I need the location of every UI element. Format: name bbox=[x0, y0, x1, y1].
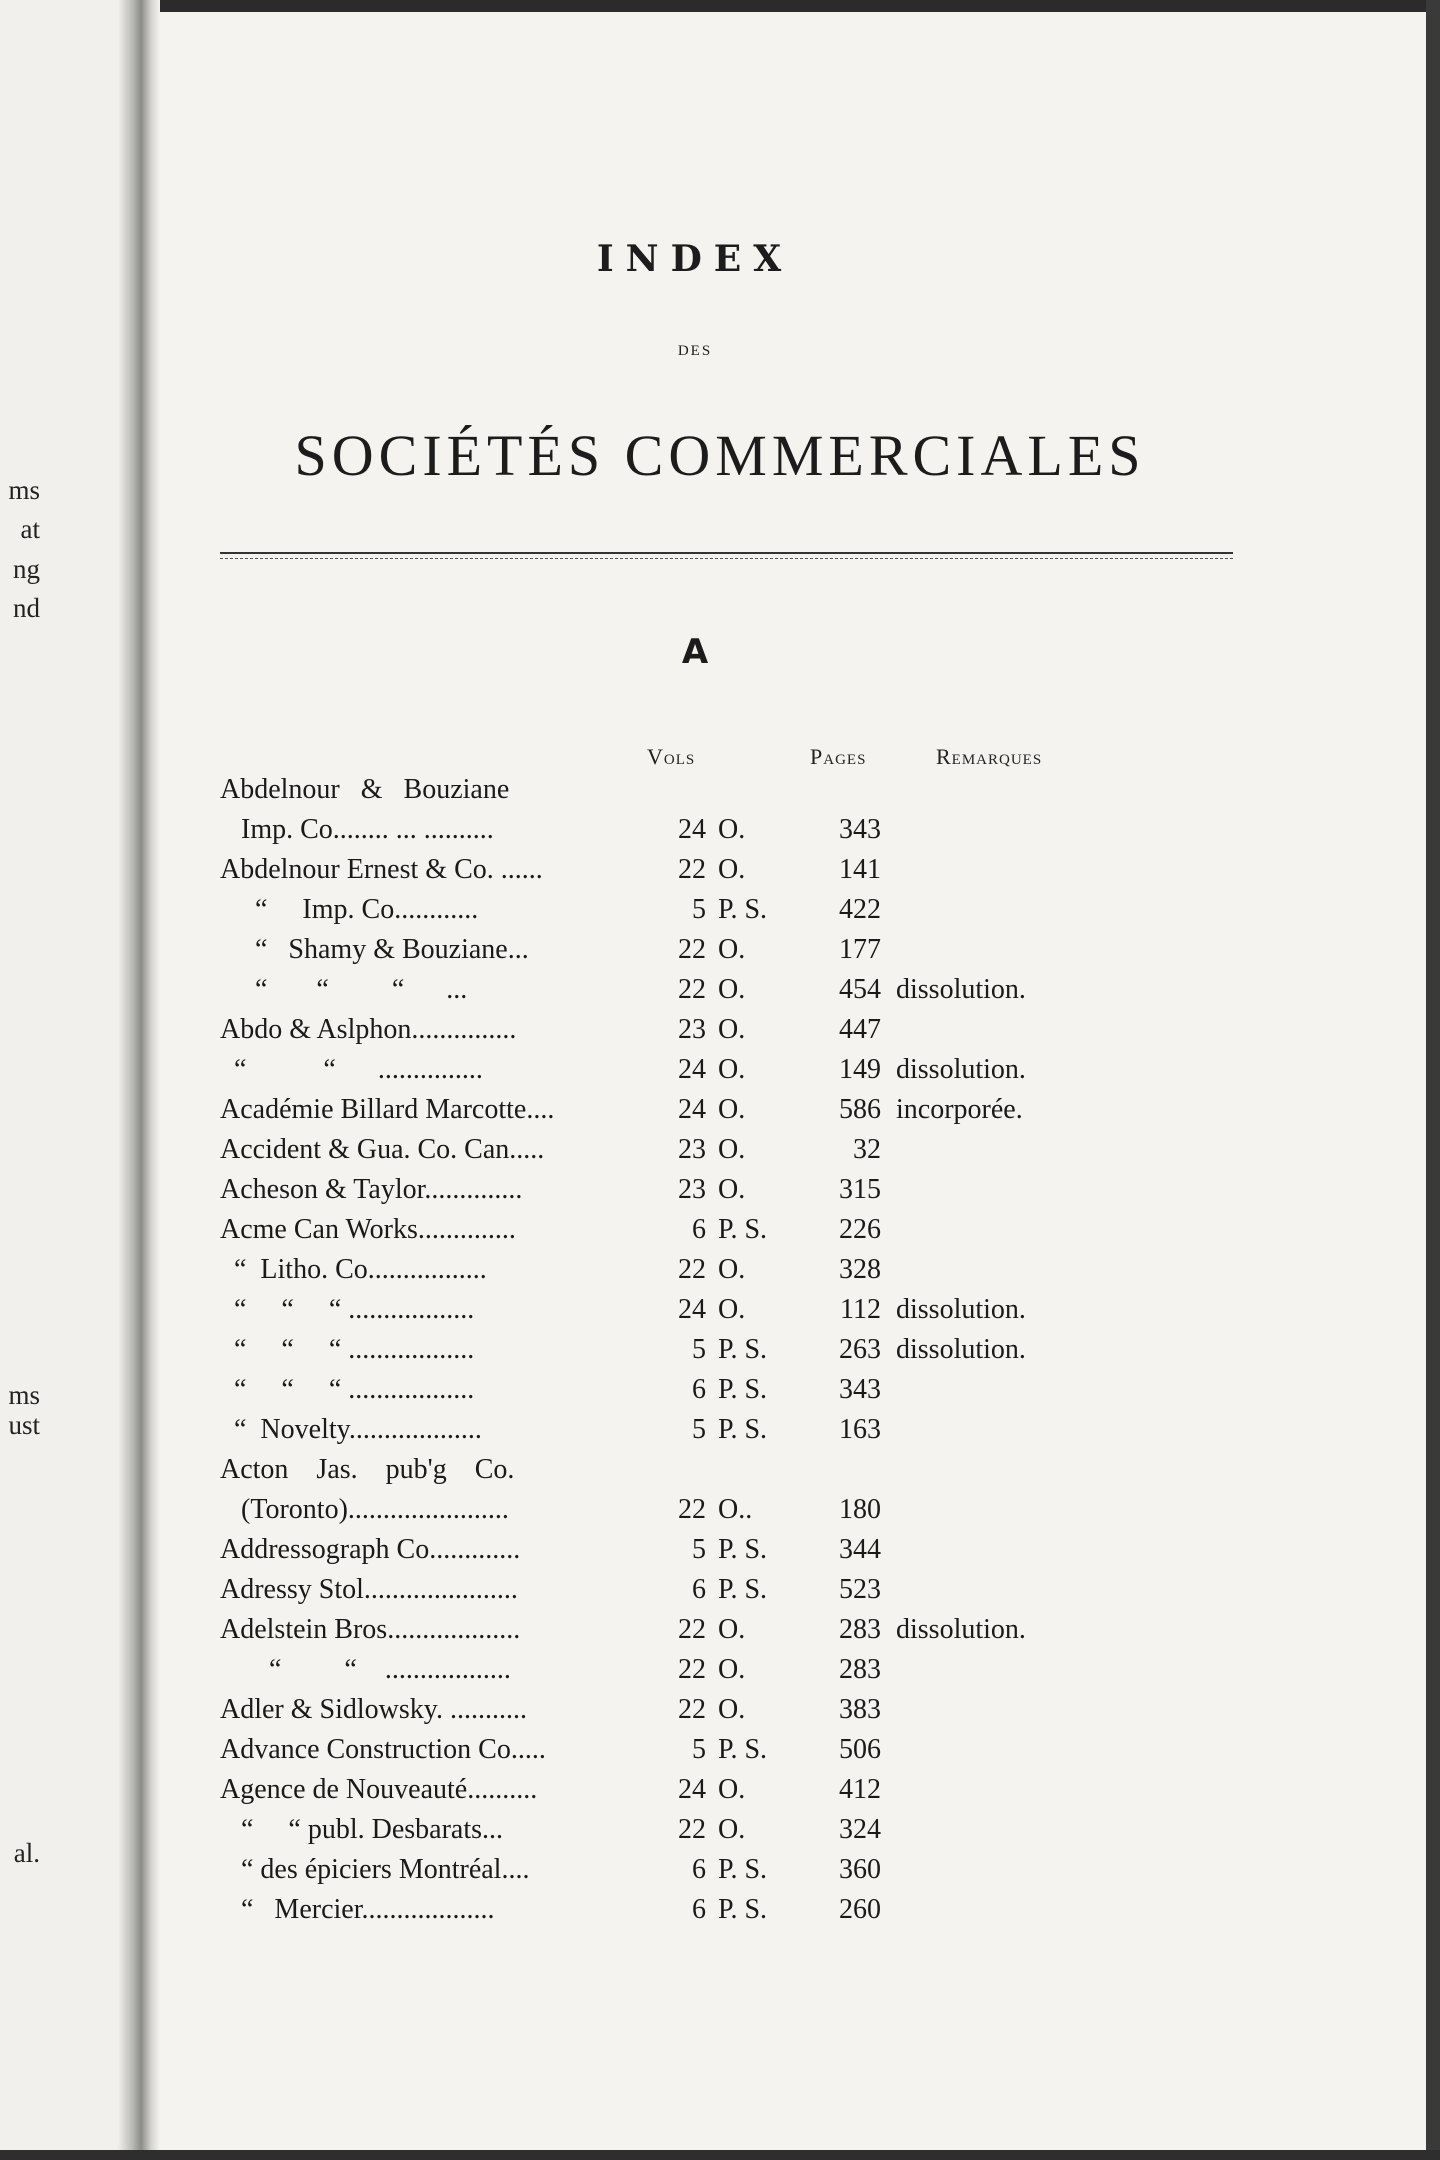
entry-name: Addressograph Co............. bbox=[220, 1534, 521, 1565]
page-title: SOCIÉTÉS COMMERCIALES bbox=[294, 423, 1146, 488]
entry-name: Imp. Co........ ... .......... bbox=[220, 814, 494, 845]
column-header-vols: Vols bbox=[647, 744, 696, 769]
index-entry-row bbox=[160, 770, 1360, 810]
entry-series: O. bbox=[718, 1174, 746, 1205]
entry-remark: dissolution. bbox=[896, 1054, 1026, 1085]
entry-series: P. S. bbox=[718, 1414, 768, 1445]
index-entry-row bbox=[160, 850, 1360, 890]
entry-name: Académie Billard Marcotte.... bbox=[220, 1094, 555, 1125]
entry-series: O. bbox=[718, 974, 746, 1005]
entry-volume: 5 bbox=[692, 894, 706, 925]
entry-series: P. S. bbox=[718, 1854, 768, 1885]
entry-volume: 23 bbox=[678, 1014, 706, 1045]
entry-volume: 24 bbox=[678, 814, 706, 845]
entry-series: O. bbox=[718, 1654, 746, 1685]
entry-page: 283 bbox=[839, 1614, 881, 1645]
index-entry-row bbox=[160, 1690, 1360, 1730]
book-gutter bbox=[118, 0, 160, 2160]
entry-page: 283 bbox=[839, 1654, 881, 1685]
entry-series: O. bbox=[718, 814, 746, 845]
entry-series: O. bbox=[718, 1054, 746, 1085]
entry-series: P. S. bbox=[718, 1214, 768, 1245]
entry-page: 454 bbox=[839, 974, 881, 1005]
index-entry-row bbox=[160, 1770, 1360, 1810]
entry-name: Acton Jas. pub'g Co. bbox=[220, 1454, 515, 1485]
entry-series: O. bbox=[718, 1134, 746, 1165]
entry-volume: 6 bbox=[692, 1214, 706, 1245]
entry-name: “ “ “ .................. bbox=[220, 1374, 475, 1405]
entry-name: “ “ “ ... bbox=[220, 974, 468, 1005]
entry-series: P. S. bbox=[718, 894, 768, 925]
entry-series: O. bbox=[718, 1774, 746, 1805]
facing-page-fragment: nd bbox=[13, 593, 40, 623]
entry-name: Adelstein Bros................... bbox=[220, 1614, 521, 1645]
entry-page: 328 bbox=[839, 1254, 881, 1285]
index-entry-row bbox=[160, 1610, 1360, 1650]
entry-series: P. S. bbox=[718, 1374, 768, 1405]
section-letter: A bbox=[681, 632, 709, 672]
entry-name: (Toronto)....................... bbox=[220, 1494, 509, 1525]
entry-page: 149 bbox=[839, 1054, 881, 1085]
entry-remark: dissolution. bbox=[896, 1614, 1026, 1645]
entry-name: Abdelnour Ernest & Co. ...... bbox=[220, 854, 543, 885]
facing-page-fragment: at bbox=[20, 514, 40, 544]
index-entry-row bbox=[160, 1450, 1360, 1490]
entry-series: P. S. bbox=[718, 1334, 768, 1365]
entry-series: O. bbox=[718, 1294, 746, 1325]
entry-page: 263 bbox=[839, 1334, 881, 1365]
index-entry-row bbox=[160, 1810, 1360, 1850]
entry-series: P. S. bbox=[718, 1894, 768, 1925]
index-entry-row bbox=[160, 1250, 1360, 1290]
entry-volume: 5 bbox=[692, 1334, 706, 1365]
entry-name: Advance Construction Co..... bbox=[220, 1734, 546, 1765]
entry-volume: 6 bbox=[692, 1374, 706, 1405]
entry-name: “ “ publ. Desbarats... bbox=[220, 1814, 504, 1845]
facing-page-edge bbox=[0, 0, 118, 2160]
entry-name: “ Imp. Co............ bbox=[220, 894, 479, 925]
index-entry-row bbox=[160, 1490, 1360, 1530]
entry-series: O. bbox=[718, 1254, 746, 1285]
index-entry-row bbox=[160, 1730, 1360, 1770]
entry-volume: 5 bbox=[692, 1414, 706, 1445]
entry-volume: 22 bbox=[678, 1694, 706, 1725]
entry-series: O.. bbox=[718, 1494, 753, 1525]
entry-series: O. bbox=[718, 934, 746, 965]
entry-name: Accident & Gua. Co. Can..... bbox=[220, 1134, 545, 1165]
entry-volume: 22 bbox=[678, 974, 706, 1005]
entry-page: 523 bbox=[839, 1574, 881, 1605]
entry-series: O. bbox=[718, 1694, 746, 1725]
entry-volume: 22 bbox=[678, 934, 706, 965]
entry-series: O. bbox=[718, 1094, 746, 1125]
entry-series: O. bbox=[718, 1814, 746, 1845]
facing-page-fragment: ng bbox=[13, 554, 40, 584]
entry-name: “ Mercier................... bbox=[220, 1894, 495, 1925]
entry-remark: dissolution. bbox=[896, 974, 1026, 1005]
index-entry-row bbox=[160, 1090, 1360, 1130]
column-header-pages: Pages bbox=[810, 744, 867, 769]
index-entry-row bbox=[160, 890, 1360, 930]
entry-name: Adressy Stol...................... bbox=[220, 1574, 518, 1605]
entry-volume: 24 bbox=[678, 1094, 706, 1125]
index-title: INDEX bbox=[596, 238, 794, 280]
index-entry-row bbox=[160, 1170, 1360, 1210]
entry-series: P. S. bbox=[718, 1574, 768, 1605]
entry-series: P. S. bbox=[718, 1734, 768, 1765]
entry-page: 344 bbox=[839, 1534, 881, 1565]
entry-page: 163 bbox=[839, 1414, 881, 1445]
entry-page: 324 bbox=[839, 1814, 881, 1845]
facing-page-fragment: ust bbox=[8, 1410, 40, 1440]
entry-name: “ Novelty................... bbox=[220, 1414, 482, 1445]
entry-name: “ “ ............... bbox=[220, 1054, 483, 1085]
entry-name: “ des épiciers Montréal.... bbox=[220, 1854, 530, 1885]
entry-name: Agence de Nouveauté.......... bbox=[220, 1774, 538, 1805]
entry-remark: dissolution. bbox=[896, 1334, 1026, 1365]
index-entry-row bbox=[160, 1210, 1360, 1250]
entry-volume: 22 bbox=[678, 1614, 706, 1645]
entry-page: 112 bbox=[840, 1294, 881, 1325]
entry-volume: 22 bbox=[678, 1254, 706, 1285]
entry-volume: 24 bbox=[678, 1294, 706, 1325]
entry-page: 412 bbox=[839, 1774, 881, 1805]
facing-page-fragment: ms bbox=[8, 475, 40, 505]
entry-name: “ Litho. Co................. bbox=[220, 1254, 487, 1285]
index-entry-row bbox=[160, 1130, 1360, 1170]
entry-volume: 6 bbox=[692, 1854, 706, 1885]
entry-name: Adler & Sidlowsky. ........... bbox=[220, 1694, 527, 1725]
entry-page: 422 bbox=[839, 894, 881, 925]
entry-name: Abdelnour & Bouziane bbox=[220, 774, 510, 805]
index-page bbox=[160, 0, 1426, 2150]
entry-name: “ Shamy & Bouziane... bbox=[220, 934, 529, 965]
entry-page: 180 bbox=[839, 1494, 881, 1525]
index-entry-row bbox=[160, 1650, 1360, 1690]
entry-name: “ “ “ .................. bbox=[220, 1334, 475, 1365]
index-entry-row bbox=[160, 970, 1360, 1010]
entry-page: 177 bbox=[839, 934, 881, 965]
entry-volume: 5 bbox=[692, 1534, 706, 1565]
entry-series: P. S. bbox=[718, 1534, 768, 1565]
entry-volume: 23 bbox=[678, 1134, 706, 1165]
entry-volume: 22 bbox=[678, 854, 706, 885]
index-entry-row bbox=[160, 1890, 1360, 1930]
entry-page: 226 bbox=[839, 1214, 881, 1245]
index-entry-row bbox=[160, 1010, 1360, 1050]
entry-remark: dissolution. bbox=[896, 1294, 1026, 1325]
entry-series: O. bbox=[718, 1614, 746, 1645]
entry-volume: 22 bbox=[678, 1814, 706, 1845]
entry-name: Acheson & Taylor.............. bbox=[220, 1174, 523, 1205]
entry-page: 383 bbox=[839, 1694, 881, 1725]
index-entry-row bbox=[160, 1290, 1360, 1330]
double-rule-divider bbox=[220, 552, 1233, 561]
entry-page: 447 bbox=[839, 1014, 881, 1045]
entry-page: 506 bbox=[839, 1734, 881, 1765]
entry-volume: 6 bbox=[692, 1894, 706, 1925]
index-entry-row bbox=[160, 1330, 1360, 1370]
index-entry-row bbox=[160, 1370, 1360, 1410]
entry-volume: 24 bbox=[678, 1774, 706, 1805]
facing-page-fragment: ms bbox=[8, 1380, 40, 1410]
index-entry-row bbox=[160, 1570, 1360, 1610]
entry-page: 315 bbox=[839, 1174, 881, 1205]
entry-page: 260 bbox=[839, 1894, 881, 1925]
entry-name: Acme Can Works.............. bbox=[220, 1214, 516, 1245]
entry-page: 343 bbox=[839, 1374, 881, 1405]
entry-series: O. bbox=[718, 854, 746, 885]
column-header-remarks: Remarques bbox=[936, 744, 1043, 769]
entry-volume: 23 bbox=[678, 1174, 706, 1205]
scan-bottom-edge bbox=[0, 2150, 1440, 2160]
facing-page-fragment: al. bbox=[13, 1838, 40, 1868]
entry-volume: 24 bbox=[678, 1054, 706, 1085]
index-entry-row bbox=[160, 1050, 1360, 1090]
index-entry-row bbox=[160, 930, 1360, 970]
entry-page: 32 bbox=[853, 1134, 881, 1165]
entry-page: 586 bbox=[839, 1094, 881, 1125]
index-entry-row bbox=[160, 810, 1360, 850]
entry-volume: 22 bbox=[678, 1494, 706, 1525]
entry-remark: incorporée. bbox=[896, 1094, 1023, 1125]
entry-volume: 6 bbox=[692, 1574, 706, 1605]
entry-page: 343 bbox=[839, 814, 881, 845]
entry-volume: 22 bbox=[678, 1654, 706, 1685]
scan-right-edge bbox=[1426, 0, 1440, 2160]
entry-name: “ “ .................. bbox=[220, 1654, 511, 1685]
index-entry-row bbox=[160, 1850, 1360, 1890]
des-subtitle: DES bbox=[677, 343, 713, 359]
entry-page: 141 bbox=[839, 854, 881, 885]
entry-volume: 5 bbox=[692, 1734, 706, 1765]
entry-page: 360 bbox=[839, 1854, 881, 1885]
entry-name: “ “ “ .................. bbox=[220, 1294, 475, 1325]
entry-name: Abdo & Aslphon............... bbox=[220, 1014, 517, 1045]
index-entry-row bbox=[160, 1530, 1360, 1570]
index-entry-row bbox=[160, 1410, 1360, 1450]
entry-series: O. bbox=[718, 1014, 746, 1045]
